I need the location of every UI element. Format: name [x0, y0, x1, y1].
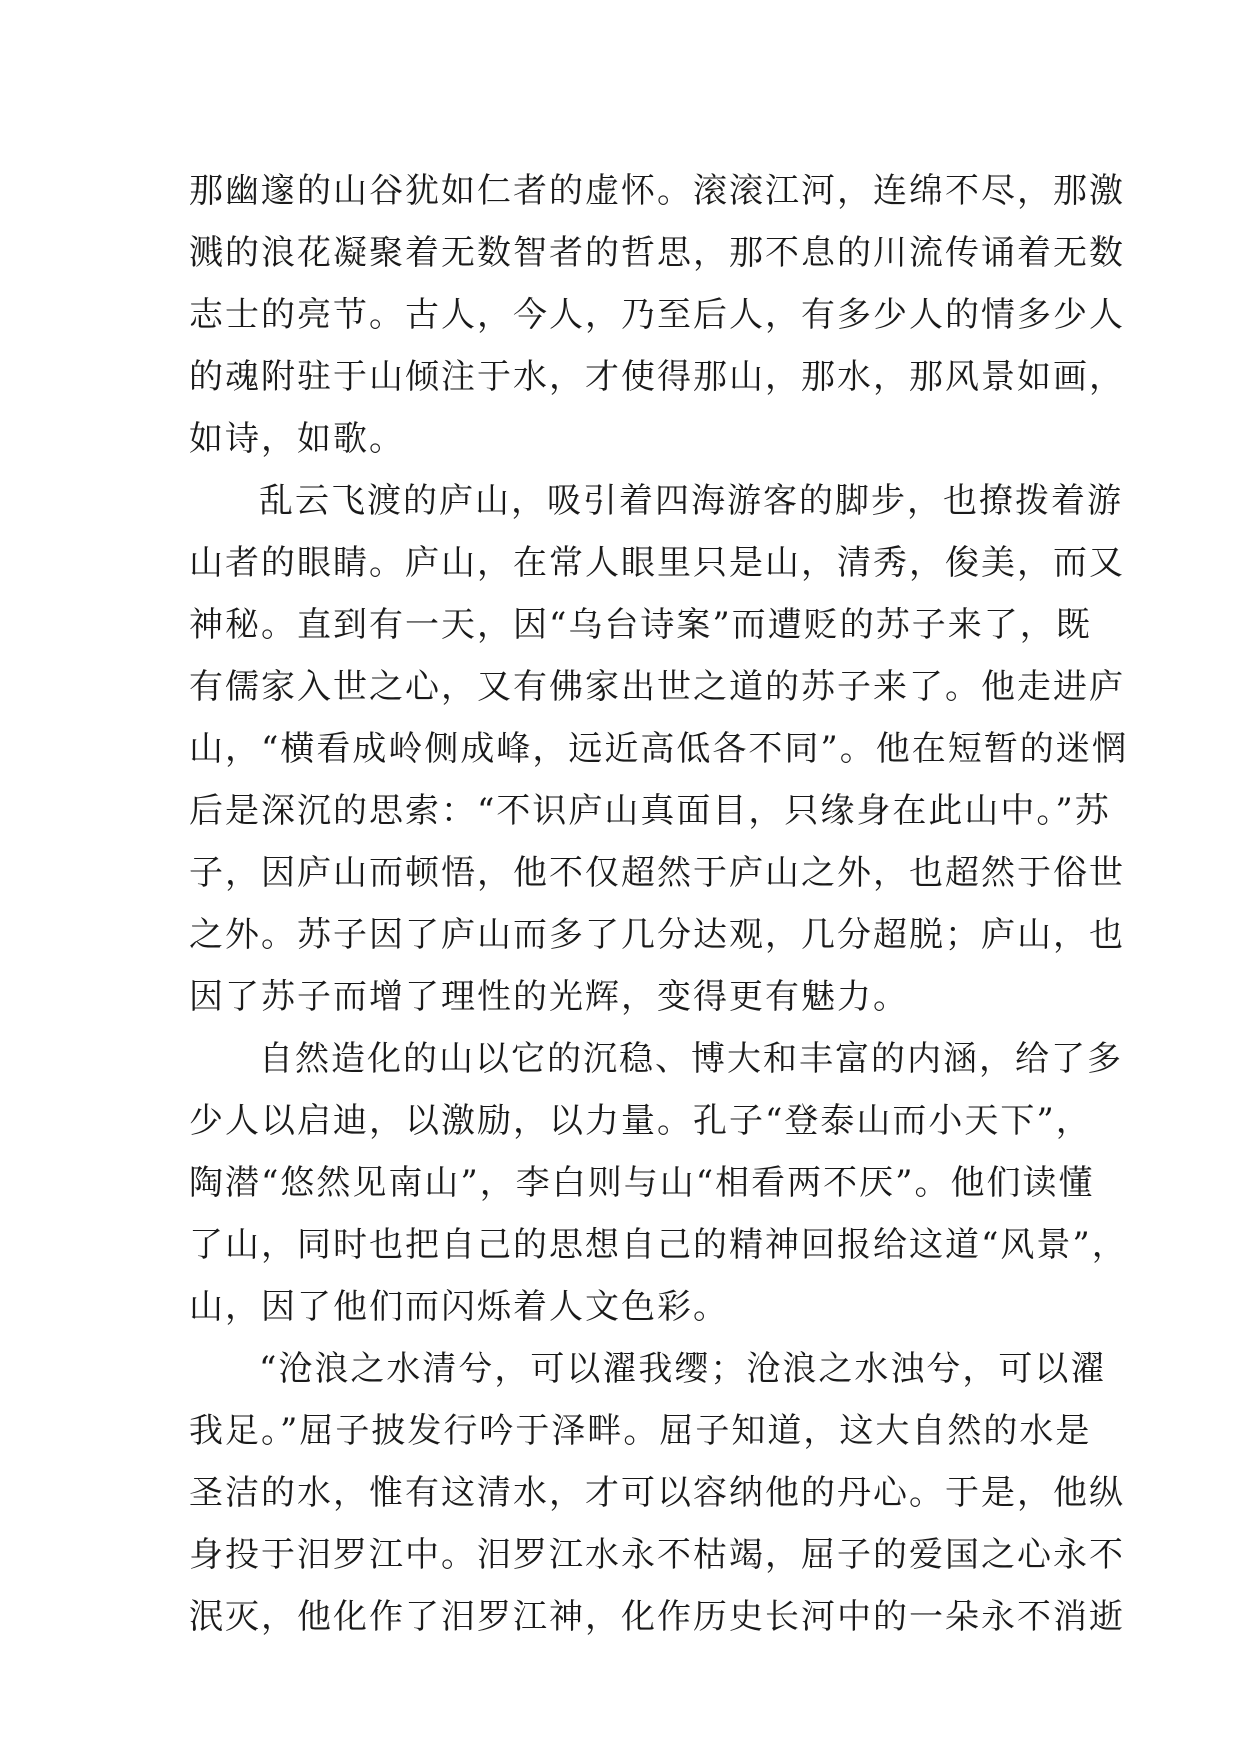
text-line: 圣洁的水，惟有这清水，才可以容纳他的丹心。于是，他纵	[189, 1473, 1125, 1513]
text-line: 我足。”屈子披发行吟于泽畔。屈子知道，这大自然的水是	[189, 1411, 1092, 1451]
text-line: 有儒家入世之心，又有佛家出世之道的苏子来了。他走进庐	[189, 667, 1125, 707]
text-line: 那幽邃的山谷犹如仁者的虚怀。滚滚江河，连绵不尽，那激	[189, 171, 1125, 211]
text-line: 溅的浪花凝聚着无数智者的哲思，那不息的川流传诵着无数	[189, 233, 1125, 273]
document-body	[189, 160, 1128, 1648]
text-line: 神秘。直到有一天，因“乌台诗案”而遭贬的苏子来了，既	[189, 605, 1092, 645]
text-line: 子，因庐山而顿悟，他不仅超然于庐山之外，也超然于俗世	[189, 853, 1125, 893]
paragraph-1	[189, 160, 1125, 470]
text-line: 乱云飞渡的庐山，吸引着四海游客的脚步，也撩拨着游	[259, 481, 1123, 521]
text-line: 之外。苏子因了庐山而多了几分达观，几分超脱；庐山，也	[189, 915, 1125, 955]
text-line: 泯灭，他化作了汨罗江神，化作历史长河中的一朵永不消逝	[189, 1597, 1125, 1637]
text-line: 后是深沉的思索：“不识庐山真面目，只缘身在此山中。”苏	[189, 791, 1111, 831]
text-line: 了山，同时也把自己的思想自己的精神回报给这道“风景”，	[189, 1225, 1128, 1265]
text-line: 身投于汨罗江中。汨罗江水永不枯竭，屈子的爱国之心永不	[189, 1535, 1125, 1575]
text-line: 少人以启迪，以激励，以力量。孔子“登泰山而小天下”，	[189, 1101, 1092, 1141]
text-line: 自然造化的山以它的沉稳、博大和丰富的内涵，给了多	[259, 1039, 1123, 1079]
text-line: 的魂附驻于山倾注于水，才使得那山，那水，那风景如画，	[189, 357, 1125, 397]
text-line: 因了苏子而增了理性的光辉，变得更有魅力。	[189, 977, 909, 1017]
text-line: “沧浪之水清兮，可以濯我缨；沧浪之水浊兮，可以濯	[259, 1349, 1107, 1389]
text-line: 志士的亮节。古人，今人，乃至后人，有多少人的情多少人	[189, 295, 1125, 335]
paragraph-2	[189, 470, 1128, 1028]
text-line: 山，“横看成岭侧成峰，远近高低各不同”。他在短暂的迷惘	[189, 729, 1128, 769]
paragraph-4	[189, 1338, 1125, 1648]
text-line: 如诗，如歌。	[189, 419, 405, 459]
text-line: 陶潜“悠然见南山”，李白则与山“相看两不厌”。他们读懂	[189, 1163, 1095, 1203]
text-line: 山者的眼睛。庐山，在常人眼里只是山，清秀，俊美，而又	[189, 543, 1125, 583]
paragraph-3	[189, 1028, 1128, 1338]
text-line: 山，因了他们而闪烁着人文色彩。	[189, 1287, 729, 1327]
